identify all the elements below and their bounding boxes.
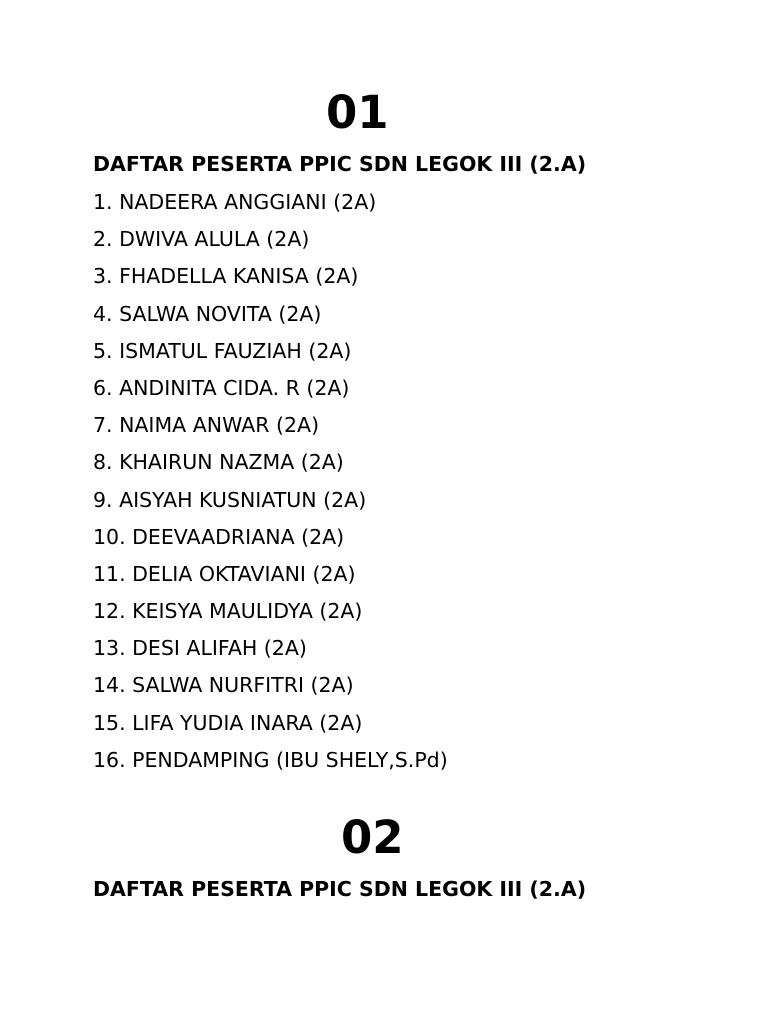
list-item: 15. LIFA YUDIA INARA (2A) xyxy=(93,710,363,735)
list-item: 3. FHADELLA KANISA (2A) xyxy=(93,264,359,289)
list-item: 14. SALWA NURFITRI (2A) xyxy=(93,673,354,698)
list-item: 4. SALWA NOVITA (2A) xyxy=(93,301,322,326)
list-item: 8. KHAIRUN NAZMA (2A) xyxy=(93,450,344,475)
list-item: 10. DEEVAADRIANA (2A) xyxy=(93,524,345,549)
group-number-01: 01 xyxy=(326,86,389,139)
list-item: 13. DESI ALIFAH (2A) xyxy=(93,636,307,661)
list-item: 2. DWIVA ALULA (2A) xyxy=(93,227,310,252)
list-item: 7. NAIMA ANWAR (2A) xyxy=(93,413,320,438)
participant-list-title: DAFTAR PESERTA PPIC SDN LEGOK III (2.A) xyxy=(93,877,587,901)
list-item: 5. ISMATUL FAUZIAH (2A) xyxy=(93,338,352,363)
group-number-02: 02 xyxy=(341,811,404,864)
participant-list-title: DAFTAR PESERTA PPIC SDN LEGOK III (2.A) xyxy=(93,152,587,176)
list-item: 16. PENDAMPING (IBU SHELY,S.Pd) xyxy=(93,747,448,772)
list-item: 12. KEISYA MAULIDYA (2A) xyxy=(93,599,363,624)
list-item: 1. NADEERA ANGGIANI (2A) xyxy=(93,190,377,214)
list-item: 9. AISYAH KUSNIATUN (2A) xyxy=(93,487,367,512)
list-item: 11. DELIA OKTAVIANI (2A) xyxy=(93,561,356,586)
participant-list xyxy=(93,190,448,785)
list-item: 6. ANDINITA CIDA. R (2A) xyxy=(93,375,350,400)
